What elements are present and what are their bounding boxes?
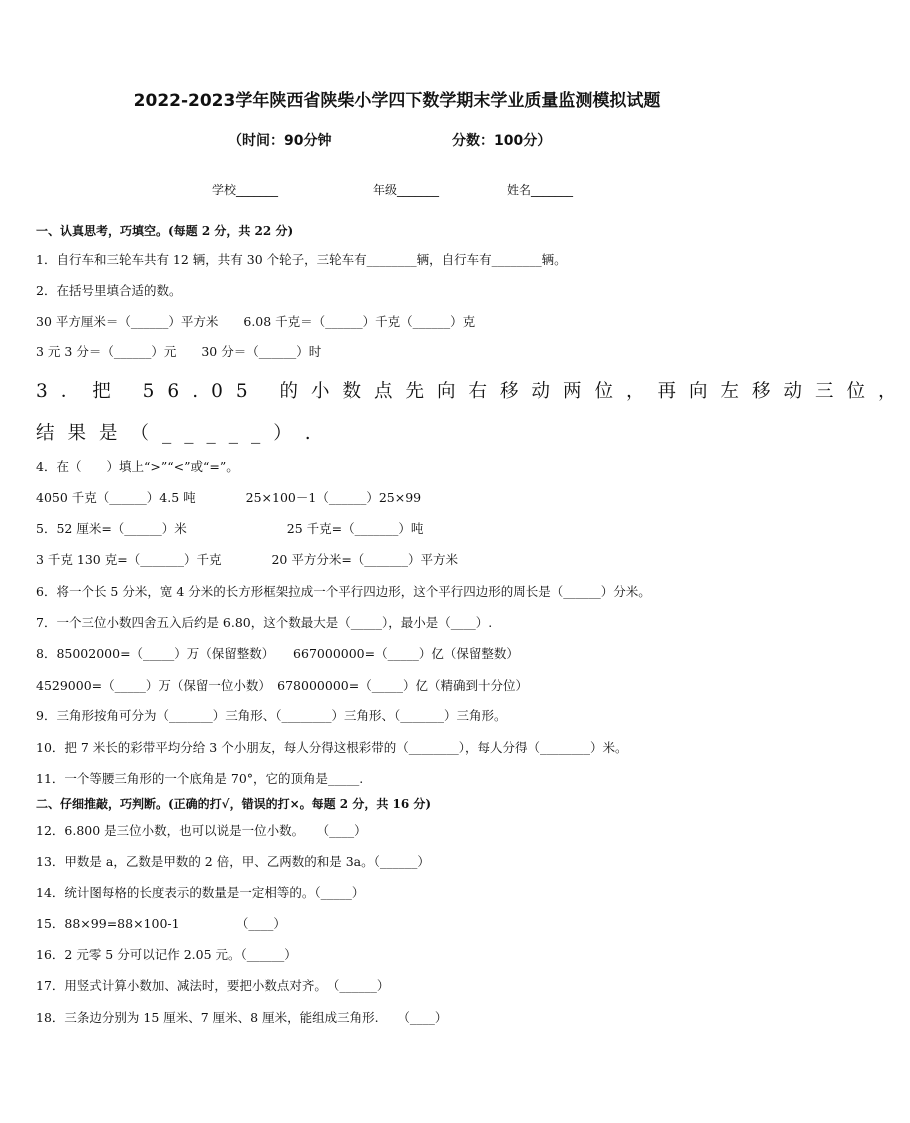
question-3-line-2: 结果是（_____）. (36, 423, 324, 444)
question-11: 11．一个等腰三角形的一个底角是 70°，它的顶角是_____. (36, 771, 364, 786)
section-1-heading: 一、认真思考，巧填空。(每题 2 分，共 22 分) (36, 224, 294, 238)
question-17: 17．用竖式计算小数加、减法时，要把小数点对齐。 （______） (36, 978, 390, 993)
question-2: 2．在括号里填合适的数。 (36, 283, 182, 298)
question-8-part-b: 4529000=（_____）万（保留一位小数） 678000000=（_____）亿（精确到十分位） (36, 678, 528, 693)
question-1: 1．自行车和三轮车共有 12 辆，共有 30 个轮子，三轮车有________辆，自行车有________辆。 (36, 252, 567, 267)
question-15: 15．88×99=88×100-1 （____） (36, 916, 286, 931)
question-13: 13．甲数是 a，乙数是甲数的 2 倍，甲、乙两数的和是 3a。（______） (36, 854, 430, 869)
name-field: 姓名_______ (507, 183, 574, 197)
exam-score: 分数：100分） (452, 133, 552, 149)
question-10: 10．把 7 米长的彩带平均分给 3 个小朋友，每人分得这根彩带的（________），每人分得（________）米。 (36, 740, 628, 755)
school-field: 学校_______ (212, 183, 279, 197)
question-18: 18．三条边分别为 15 厘米、7 厘米、8 厘米，能组成三角形. （____） (36, 1010, 448, 1025)
question-5-part-a: 5．52 厘米=（______）米 25 千克=（_______）吨 (36, 521, 424, 536)
section-2-heading: 二、仔细推敲，巧判断。(正确的打√，错误的打×。每题 2 分，共 16 分) (36, 797, 432, 811)
page-title: 2022-2023学年陕西省陕柴小学四下数学期末学业质量监测模拟试题 (133, 91, 661, 111)
grade-field: 年级_______ (373, 183, 440, 197)
question-16: 16．2 元零 5 分可以记作 2.05 元。（______） (36, 947, 297, 962)
question-9: 9．三角形按角可分为（_______）三角形、（________）三角形、（_______）三角形。 (36, 708, 507, 723)
question-3-line-1: 3．把 56.05 的小数点先向右移动两位，再向左移动三位， (36, 381, 910, 402)
question-4: 4．在（ ）填上“>”“<”或“=”。 (36, 459, 239, 474)
exam-time: （时间：90分钟 (228, 133, 332, 149)
question-7: 7．一个三位小数四舍五入后约是 6.80，这个数最大是（_____），最小是（____）. (36, 615, 493, 630)
question-6: 6．将一个长 5 分米，宽 4 分米的长方形框架拉成一个平行四边形，这个平行四边形的周长是（______）分米。 (36, 584, 651, 599)
question-12: 12．6.800 是三位小数，也可以说是一位小数。 （____） (36, 823, 367, 838)
question-5-part-b: 3 千克 130 克=（_______）千克 20 平方分米=（_______）平方米 (36, 552, 459, 567)
question-4-part-a: 4050 千克（______）4.5 吨 25×100－1（______）25×99 (36, 490, 422, 505)
question-8-part-a: 8．85002000=（_____）万（保留整数） 667000000=（_____）亿（保留整数） (36, 646, 519, 661)
question-14: 14．统计图每格的长度表示的数量是一定相等的。（_____） (36, 885, 365, 900)
question-2-part-b: 3 元 3 分＝（______）元 30 分＝（______）时 (36, 344, 322, 359)
question-2-part-a: 30 平方厘米＝（______）平方米 6.08 千克＝（______）千克（______）克 (36, 314, 476, 329)
